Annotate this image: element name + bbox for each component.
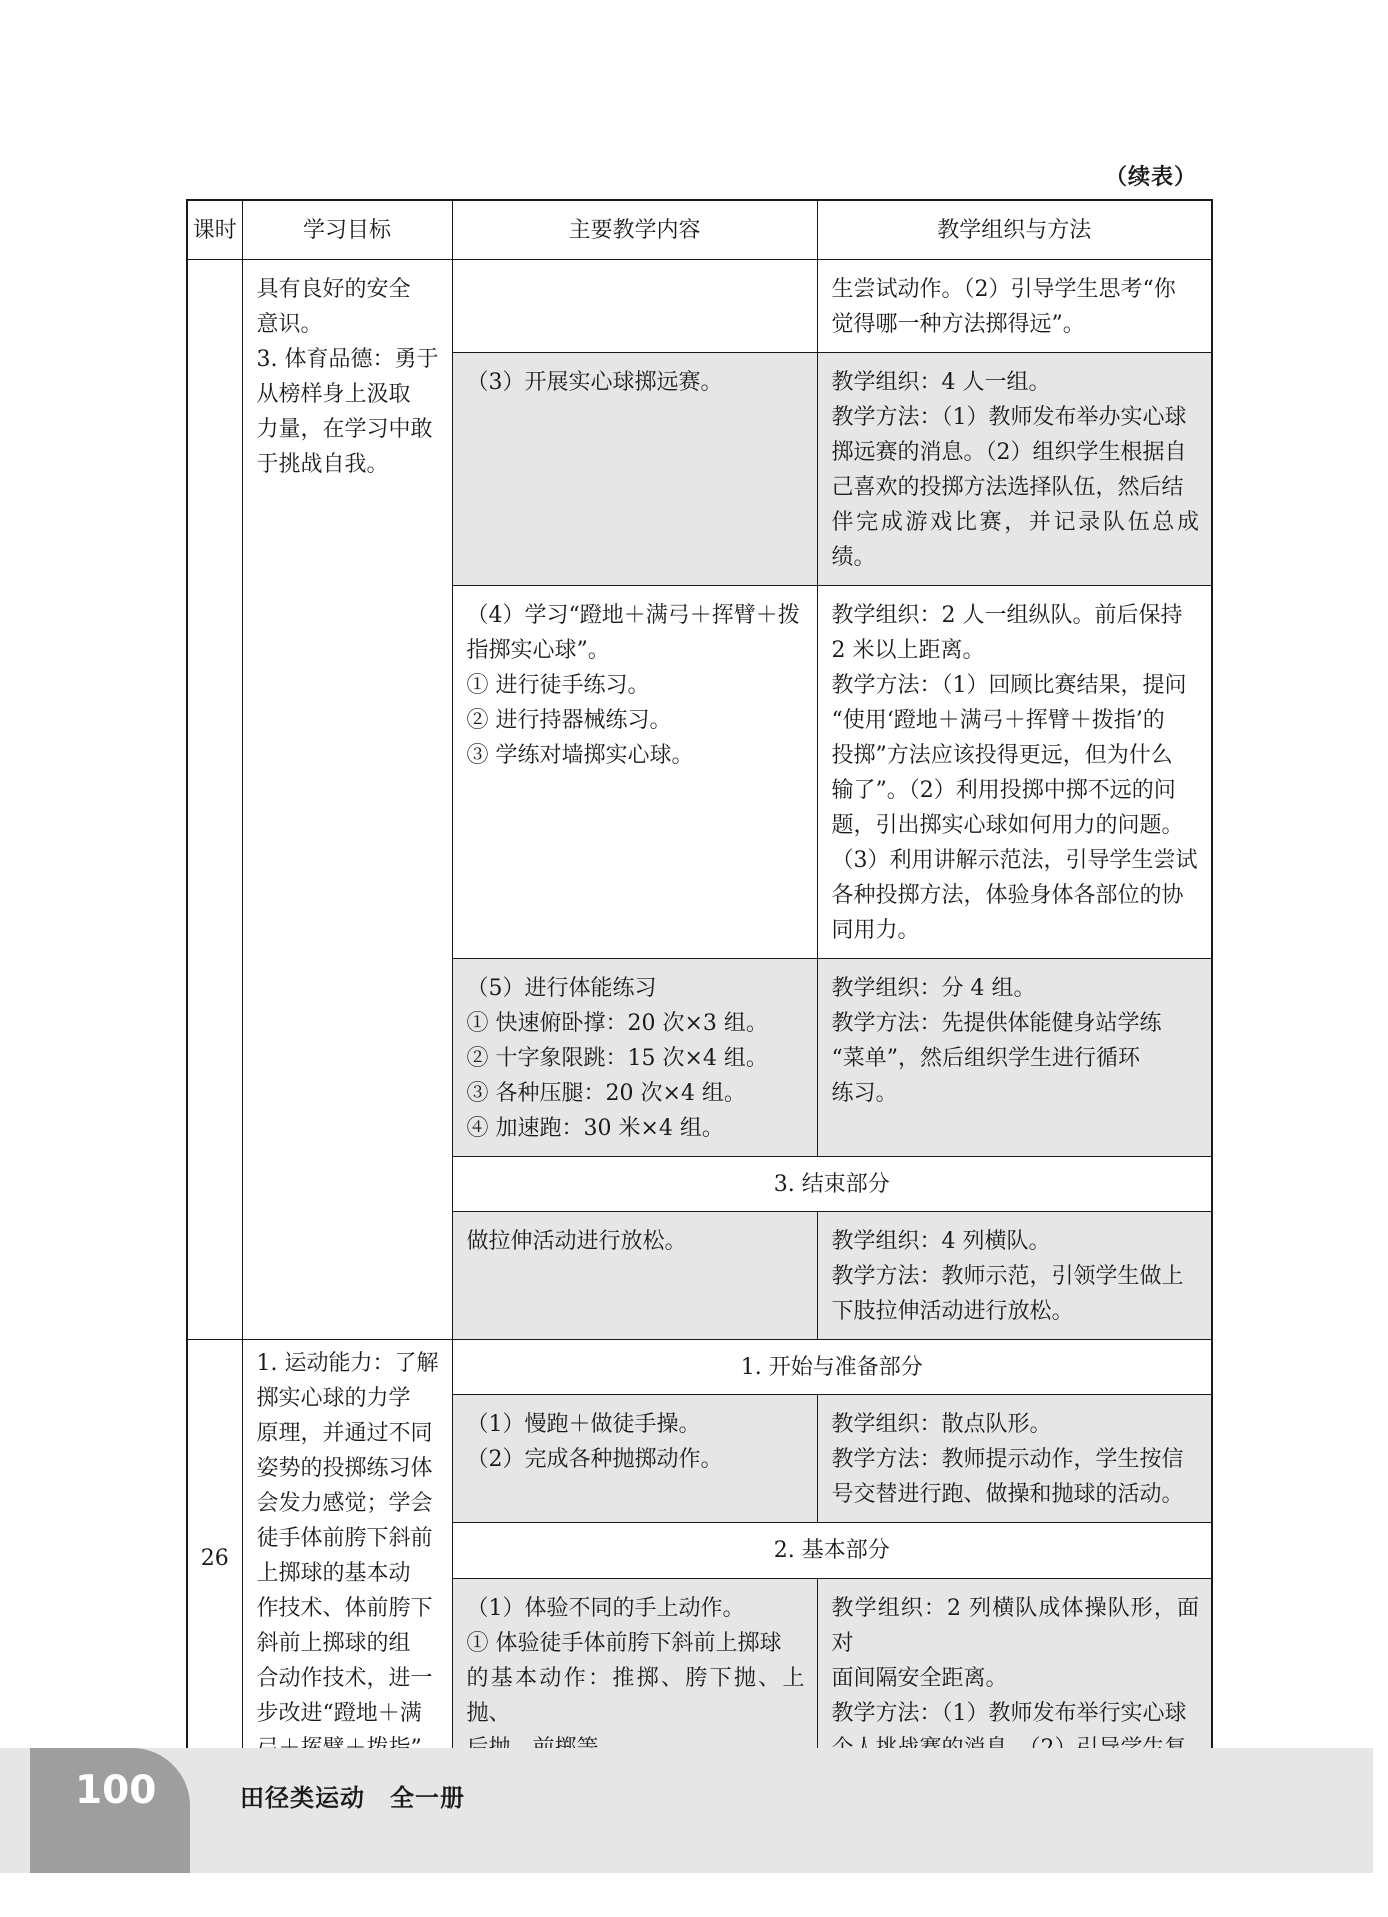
method-line: 2 米以上距离。 bbox=[831, 638, 985, 663]
content-line: ③ 学练对墙掷实心球。 bbox=[466, 743, 694, 768]
objective-line: 原理，并通过不同 bbox=[256, 1421, 433, 1446]
content-line: （4）学习“蹬地＋满弓＋挥臂＋拨 bbox=[466, 603, 800, 628]
objectives-cell bbox=[242, 260, 452, 1340]
method-line: 题，引出掷实心球如何用力的问题。 bbox=[831, 813, 1184, 838]
method-line: 教学方法：（1）回顾比赛结果，提问 bbox=[831, 673, 1187, 698]
content-cell bbox=[452, 1212, 817, 1340]
method-line: 教学组织：散点队形。 bbox=[831, 1412, 1052, 1438]
header-row bbox=[187, 200, 1212, 260]
lesson-number-cell-empty bbox=[187, 260, 242, 1340]
content-line: ② 十字象限跳：15 次×4 组。 bbox=[466, 1046, 768, 1071]
content-line: （1）体验不同的手上动作。 bbox=[466, 1595, 745, 1621]
method-line: 教学方法：先提供体能健身站学练 bbox=[831, 1011, 1162, 1036]
table-row bbox=[187, 260, 1212, 353]
book-title: 田径类运动 全一册 bbox=[240, 1784, 465, 1812]
method-line: “菜单”，然后组织学生进行循环 bbox=[831, 1046, 1140, 1071]
method-line: 下肢拉伸活动进行放松。 bbox=[831, 1299, 1074, 1324]
content-line: ② 进行持器械练习。 bbox=[466, 708, 672, 733]
content-line: ① 快速俯卧撑：20 次×3 组。 bbox=[466, 1011, 768, 1036]
section-title-end: 3. 结束部分 bbox=[452, 1157, 1212, 1212]
header-lesson: 课时 bbox=[187, 200, 242, 260]
content-cell bbox=[452, 1395, 817, 1523]
section-title-basic: 2. 基本部分 bbox=[452, 1523, 1212, 1578]
header-content: 主要教学内容 bbox=[452, 200, 817, 260]
objective-line: 斜前上掷球的组 bbox=[256, 1631, 411, 1656]
objective-line: 于挑战自我。 bbox=[256, 452, 389, 477]
method-line: “使用‘蹬地＋满弓＋挥臂＋拨指’的 bbox=[831, 708, 1165, 733]
lesson-plan-table bbox=[186, 199, 1213, 1778]
method-line: （3）利用讲解示范法，引导学生尝试 bbox=[831, 848, 1198, 873]
objective-line: 意识。 bbox=[256, 312, 323, 337]
content-cell bbox=[452, 959, 817, 1157]
content-line: （3）开展实心球掷远赛。 bbox=[466, 370, 723, 395]
method-line: 教学方法：（1）教师发布举办实心球 bbox=[831, 405, 1187, 430]
objective-line: 会发力感觉；学会 bbox=[256, 1491, 433, 1516]
method-line: 教学组织：分 4 组。 bbox=[831, 976, 1036, 1001]
objective-line: 步改进“蹬地＋满 bbox=[256, 1701, 422, 1726]
method-line: 同用力。 bbox=[831, 918, 920, 943]
header-method: 教学组织与方法 bbox=[817, 200, 1212, 260]
continued-label: （续表） bbox=[1105, 165, 1198, 190]
method-line: 觉得哪一种方法掷得远”。 bbox=[831, 312, 1085, 337]
content-cell bbox=[452, 260, 817, 353]
content-line: （5）进行体能练习 bbox=[466, 976, 657, 1001]
objective-line: 合动作技术，进一 bbox=[256, 1666, 433, 1691]
content-line: ④ 加速跑：30 米×4 组。 bbox=[466, 1116, 724, 1141]
objective-line: 姿势的投掷练习体 bbox=[256, 1456, 433, 1481]
method-cell bbox=[817, 1212, 1212, 1340]
content-line: （1）慢跑＋做徒手操。 bbox=[466, 1412, 701, 1438]
content-cell bbox=[452, 586, 817, 959]
method-line: 生尝试动作。（2）引导学生思考“你 bbox=[831, 277, 1176, 302]
content-line: 的基本动作：推掷、胯下抛、上抛、 bbox=[466, 1665, 805, 1726]
method-cell bbox=[817, 353, 1212, 586]
method-line: 各种投掷方法，体验身体各部位的协 bbox=[831, 883, 1184, 908]
method-cell bbox=[817, 1395, 1212, 1523]
method-cell bbox=[817, 260, 1212, 353]
method-line: 己喜欢的投掷方法选择队伍，然后结 bbox=[831, 475, 1184, 500]
content-line: 指掷实心球”。 bbox=[466, 638, 610, 663]
method-line: 伴完成游戏比赛，并记录队伍总成绩。 bbox=[831, 510, 1199, 570]
content-line: 做拉伸活动进行放松。 bbox=[466, 1229, 687, 1254]
method-line: 掷远赛的消息。（2）组织学生根据自 bbox=[831, 440, 1187, 465]
objective-line: 3. 体育品德：勇于 bbox=[256, 347, 439, 372]
content-line: ① 进行徒手练习。 bbox=[466, 673, 650, 698]
method-line: 教学组织：4 人一组。 bbox=[831, 370, 1051, 395]
method-line: 教学组织：4 列横队。 bbox=[831, 1229, 1051, 1254]
method-line: 投掷”方法应该投得更远，但为什么 bbox=[831, 743, 1173, 768]
objective-line: 作技术、体前胯下 bbox=[256, 1596, 433, 1621]
content-line: ③ 各种压腿：20 次×4 组。 bbox=[466, 1081, 746, 1106]
footer-band bbox=[0, 1748, 1373, 1873]
objective-line: 力量，在学习中敢 bbox=[256, 417, 433, 442]
section-title-start: 1. 开始与准备部分 bbox=[452, 1340, 1212, 1395]
page-number: 100 bbox=[75, 1768, 157, 1813]
method-line: 教学组织：2 列横队成体操队形，面对 bbox=[831, 1595, 1199, 1656]
method-line: 练习。 bbox=[831, 1081, 898, 1106]
objective-line: 掷实心球的力学 bbox=[256, 1386, 411, 1411]
objective-line: 从榜样身上汲取 bbox=[256, 382, 411, 407]
method-line: 号交替进行跑、做操和抛球的活动。 bbox=[831, 1482, 1184, 1508]
content-line: （2）完成各种抛掷动作。 bbox=[466, 1447, 723, 1473]
method-cell bbox=[817, 586, 1212, 959]
method-cell bbox=[817, 959, 1212, 1157]
header-objectives: 学习目标 bbox=[242, 200, 452, 260]
content-line: ① 体验徒手体前胯下斜前上掷球 bbox=[466, 1630, 782, 1656]
method-line: 教学方法：教师示范，引领学生做上 bbox=[831, 1264, 1184, 1289]
objective-line: 1. 运动能力：了解 bbox=[256, 1351, 439, 1376]
objectives-cell bbox=[242, 1340, 452, 1778]
objective-line: 具有良好的安全 bbox=[256, 277, 411, 302]
lesson-number: 26 bbox=[187, 1340, 242, 1778]
section-row bbox=[187, 1340, 1212, 1395]
objective-line: 上掷球的基本动 bbox=[256, 1561, 411, 1586]
method-line: 面间隔安全距离。 bbox=[831, 1665, 1008, 1691]
method-line: 教学组织：2 人一组纵队。前后保持 bbox=[831, 603, 1183, 628]
method-line: 输了”。（2）利用投掷中掷不远的问 bbox=[831, 778, 1176, 803]
objective-line: 徒手体前胯下斜前 bbox=[256, 1526, 433, 1551]
content-cell bbox=[452, 353, 817, 586]
method-line: 教学方法：教师提示动作，学生按信 bbox=[831, 1447, 1184, 1473]
method-line: 教学方法：（1）教师发布举行实心球 bbox=[831, 1700, 1187, 1726]
